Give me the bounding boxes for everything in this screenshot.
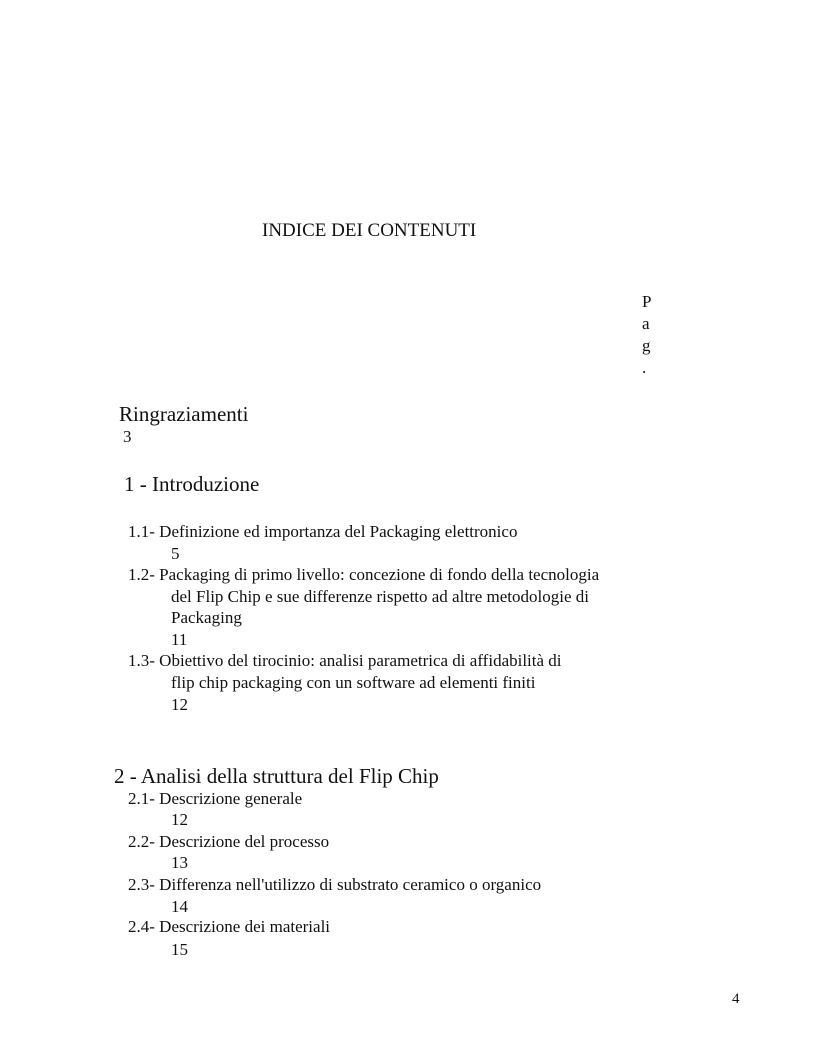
pag-letter-dot: . — [642, 358, 647, 377]
toc-title: INDICE DEI CONTENUTI — [262, 220, 477, 241]
toc-entry-1-2-cont2: Packaging — [171, 608, 242, 627]
toc-page-1-1: 5 — [171, 544, 180, 563]
toc-page-2-1: 12 — [171, 810, 188, 829]
toc-entry-2-2: 2.2- Descrizione del processo — [128, 832, 330, 851]
toc-page-2-3: 14 — [171, 897, 188, 916]
toc-entry-1-2-cont1: del Flip Chip e sue differenze rispetto ad altre metodologie di — [171, 587, 589, 606]
toc-entry-2-1: 2.1- Descrizione generale — [128, 789, 303, 808]
pag-letter-a: a — [642, 314, 650, 333]
toc-page-2-2: 13 — [171, 853, 188, 872]
toc-page-1-3: 12 — [171, 695, 188, 714]
footer-page-number: 4 — [732, 991, 740, 1007]
toc-entry-2-4: 2.4- Descrizione dei materiali — [128, 917, 331, 936]
pag-letter-g: g — [642, 336, 651, 355]
chapter1-heading: 1 - Introduzione — [124, 472, 260, 496]
toc-page-2-4: 15 — [171, 940, 188, 959]
ringraziamenti-label: Ringraziamenti — [119, 402, 249, 426]
toc-entry-1-1: 1.1- Definizione ed importanza del Packaging elettronico — [128, 522, 518, 541]
chapter2-heading: 2 - Analisi della struttura del Flip Chip — [114, 764, 439, 788]
toc-page-1-2: 11 — [171, 630, 188, 649]
toc-entry-1-2: 1.2- Packaging di primo livello: concezione di fondo della tecnologia — [128, 565, 600, 584]
toc-entry-1-3: 1.3- Obiettivo del tirocinio: analisi parametrica di affidabilità di — [128, 651, 562, 670]
toc-entry-2-3: 2.3- Differenza nell'utilizzo di substrato ceramico o organico — [128, 875, 542, 894]
toc-entry-1-3-cont1: flip chip packaging con un software ad elementi finiti — [171, 673, 536, 692]
ringraziamenti-page: 3 — [123, 427, 132, 446]
pag-letter-p: P — [642, 292, 652, 311]
